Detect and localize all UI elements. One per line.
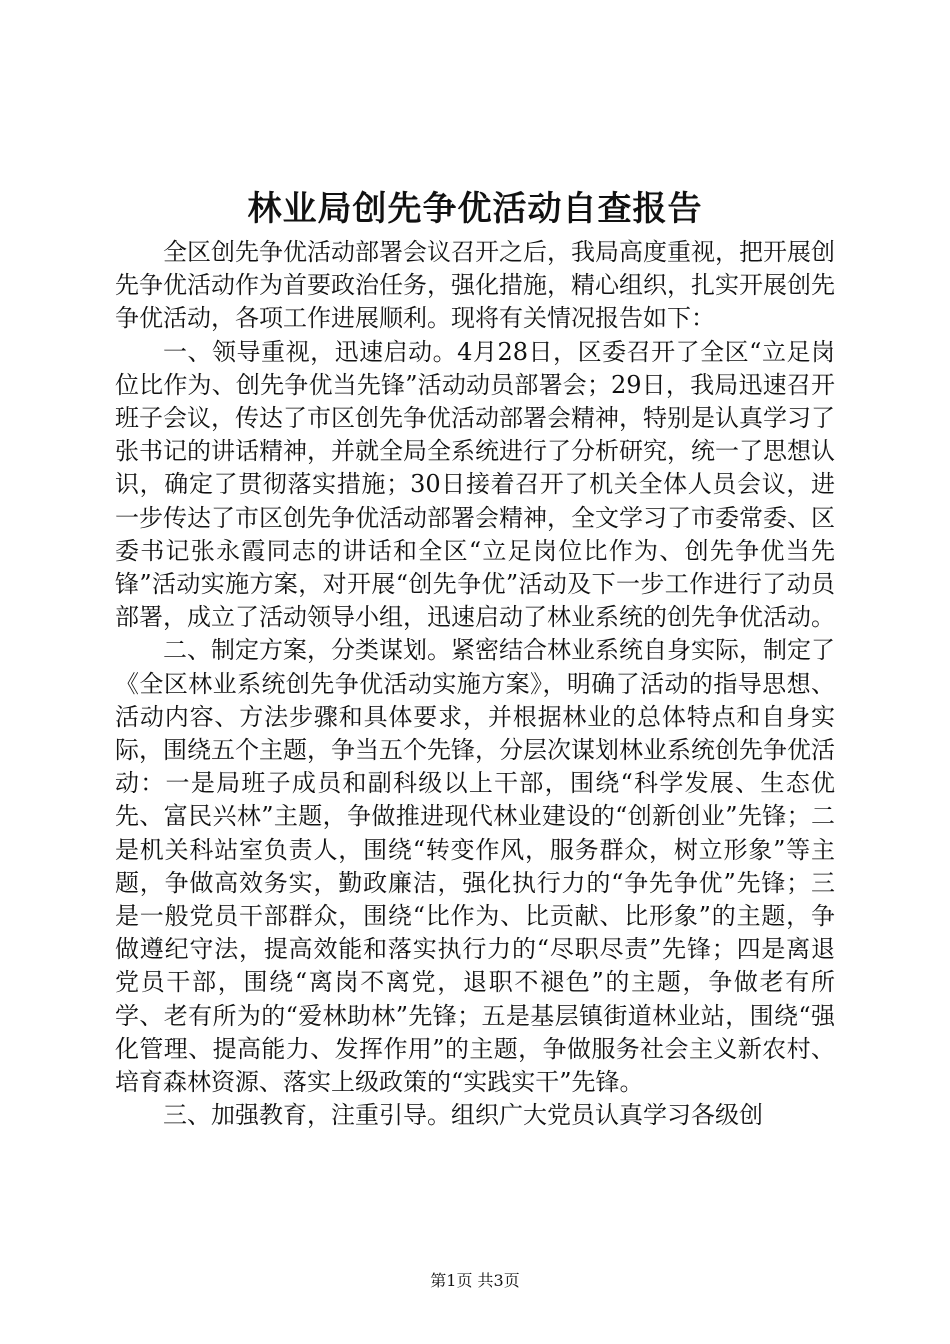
paragraph-section-1: 一、领导重视，迅速启动。4月28日，区委召开了全区“立足岗位比作为、创先争优当先锋”活动动员部署会；29日，我局迅速召开班子会议，传达了市区创先争优活动部署会精神，特别是认真学习了张书记的讲话精神，并就全局全系统进行了分析研究，统一了思想认识，确定了贯彻落实措施；30日接着召开了机关全体人员会议，进一步传达了市区创先争优活动部署会精神，全文学习了市委常委、区委书记张永霞同志的讲话和全区“立足岗位比作为、创先争优当先锋”活动实施方案，对开展“创先争优”活动及下一步工作进行了动员部署，成立了活动领导小组，迅速启动了林业系统的创先争优活动。 xyxy=(115,337,835,632)
document-title: 林业局创先争优活动自查报告 xyxy=(247,189,703,229)
paragraph-intro: 全区创先争优活动部署会议召开之后，我局高度重视，把开展创先争优活动作为首要政治任务，强化措施，精心组织，扎实开展创先争优活动，各项工作进展顺利。现将有关情况报告如下： xyxy=(115,238,835,333)
paragraph-section-2: 二、制定方案，分类谋划。紧密结合林业系统自身实际，制定了《全区林业系统创先争优活动实施方案》，明确了活动的指导思想、活动内容、方法步骤和具体要求，并根据林业的总体特点和自身实际，围绕五个主题，争当五个先锋，分层次谋划林业系统创先争优活动：一是局班子成员和副科级以上干部，围绕“科学发展、生态优先、富民兴林”主题，争做推进现代林业建设的“创新创业”先锋；二是机关科站室负责人，围绕“转变作风，服务群众，树立形象”等主题，争做高效务实，勤政廉洁，强化执行力的“争先争优”先锋；三是一般党员干部群众，围绕“比作为、比贡献、比形象”的主题，争做遵纪守法，提高效能和落实执行力的“尽职尽责”先锋；四是离退党员干部，围绕“离岗不离党，退职不褪色”的主题，争做老有所学、老有所为的“爱林助林”先锋；五是基层镇街道林业站，围绕“强化管理、提高能力、发挥作用”的主题，争做服务社会主义新农村、培育森林资源、落实上级政策的“实践实干”先锋。 xyxy=(115,636,835,1097)
page-footer: 第1页 共3页 xyxy=(430,1271,520,1290)
document-body xyxy=(115,236,835,1132)
paragraph-section-3: 三、加强教育，注重引导。组织广大党员认真学习各级创 xyxy=(163,1101,763,1130)
